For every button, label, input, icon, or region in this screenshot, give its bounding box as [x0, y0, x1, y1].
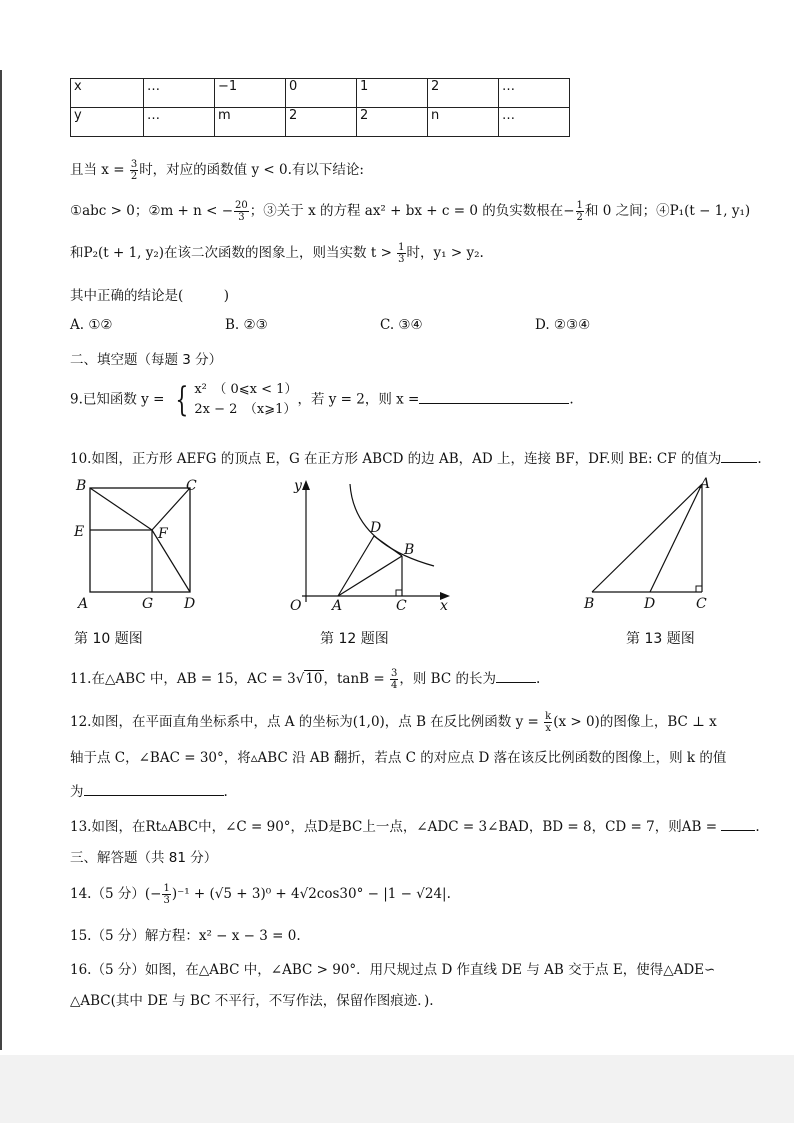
q8-conclusion-text: ①abc > 0；②m + n < − — [70, 203, 234, 219]
q12-line3 — [70, 780, 228, 800]
label-x: x — [440, 598, 448, 614]
label-c: C — [396, 598, 407, 614]
q13-text: 13.如图，在Rt▵ABC中，∠C = 90°，点D是BC上一点，∠ADC = 3∠BAD，BD = 8，CD = 7，则AB = — [70, 819, 722, 835]
segment-cf — [152, 488, 190, 530]
answer-blank[interactable] — [721, 448, 757, 463]
q12-text: 12.如图，在平面直角坐标系中，点 A 的坐标为(1,0)，点 B 在反比例函数 y = — [70, 714, 544, 730]
segment-ad — [338, 536, 374, 596]
fraction-numerator: 3 — [390, 668, 398, 679]
q8-condition-text: 时，对应的函数值 y < 0.有以下结论: — [139, 162, 364, 178]
q9-end: . — [569, 391, 574, 408]
fraction-numerator: 1 — [163, 883, 170, 894]
option-c: C. ③④ — [380, 317, 423, 333]
label-a: A — [332, 598, 343, 614]
table-cell: y — [71, 108, 144, 137]
segment-bf — [90, 488, 152, 530]
label-g: G — [142, 596, 154, 612]
section-2-heading: 二、填空题（每题 3 分） — [70, 352, 223, 368]
table-cell: x — [71, 79, 144, 108]
answer-blank[interactable] — [496, 668, 536, 683]
table-cell: … — [144, 79, 215, 108]
scan-bottom-shade — [0, 1055, 794, 1123]
q10-end: . — [757, 451, 762, 467]
label-b: B — [76, 478, 87, 494]
label-y: y — [294, 478, 302, 494]
fraction — [390, 668, 398, 691]
q11 — [70, 667, 540, 691]
q11-text: ，则 BC 的长为 — [399, 671, 496, 687]
fraction-numerator: 1 — [576, 200, 583, 211]
answer-blank[interactable] — [721, 816, 755, 831]
label-a: A — [700, 476, 711, 492]
sqrt-radicand: 10 — [305, 671, 323, 687]
q14-text: 14.（5 分）(− — [70, 886, 162, 902]
right-angle-mark — [396, 590, 402, 596]
table-cell: 0 — [286, 79, 357, 108]
fraction-denominator: 2 — [130, 171, 138, 182]
q8-conclusions-line2 — [70, 241, 484, 265]
q12-text: (x > 0)的图像上，BC ⊥ x — [553, 714, 717, 730]
table-row — [71, 108, 570, 137]
q8-options — [70, 317, 690, 333]
fraction-numerator: 20 — [235, 200, 248, 211]
label-d: D — [184, 596, 196, 612]
fraction-numerator: k — [545, 711, 552, 722]
fraction-denominator: 4 — [390, 680, 398, 691]
fraction-denominator: 3 — [163, 895, 170, 906]
figure-13-caption: 第 13 题图 — [626, 631, 695, 647]
square-abcd — [90, 488, 190, 592]
table-cell: n — [428, 108, 499, 137]
q9-text: ，若 y = 2，则 x = — [297, 391, 420, 408]
section-3-heading: 三、解答题（共 81 分） — [70, 850, 218, 866]
case-2: 2x − 2 （x⩾1） — [194, 402, 297, 417]
hyperbola-curve — [350, 484, 434, 566]
q8-conclusions-line1 — [70, 199, 750, 223]
table-row — [71, 79, 570, 108]
q14-text: )⁻¹ + (√5 + 3)⁰ + 4√2cos30° − |1 − √24|. — [171, 886, 451, 902]
q16-line2: △ABC(其中 DE 与 BC 不平行，不写作法，保留作图痕迹．). — [70, 993, 434, 1009]
table-cell: … — [144, 108, 215, 137]
q8-conclusion-text: 和P₂(t + 1, y₂)在该二次函数的图象上，则当实数 t > — [70, 245, 397, 261]
y-axis-arrow — [302, 480, 310, 490]
q9 — [70, 380, 574, 420]
figure-10-caption: 第 10 题图 — [74, 631, 143, 647]
figure-12 — [284, 474, 454, 616]
answer-blank[interactable] — [84, 781, 224, 796]
q12-line2: 轴于点 C，∠BAC = 30°，将▵ABC 沿 AB 翻折，若点 C 的对应点 D 落在该反比例函数的图像上，则 k 的值 — [70, 750, 727, 766]
table-cell: 2 — [286, 108, 357, 137]
q11-end: . — [535, 671, 541, 687]
figure-10 — [70, 474, 200, 616]
label-d: D — [370, 520, 382, 536]
fraction — [397, 242, 405, 265]
label-a: A — [78, 596, 89, 612]
label-o: O — [290, 598, 302, 614]
value-table — [70, 78, 570, 137]
label-c: C — [186, 478, 197, 494]
fraction — [544, 711, 552, 734]
q12-line1 — [70, 710, 717, 734]
brace-symbol: { — [175, 380, 189, 420]
q15: 15.（5 分）解方程：x² − x − 3 = 0. — [70, 928, 301, 944]
right-angle-mark — [696, 586, 702, 592]
table-cell: −1 — [215, 79, 286, 108]
q8-condition — [70, 158, 364, 182]
table-cell: … — [499, 108, 570, 137]
scan-edge — [0, 70, 2, 1050]
table-cell: 2 — [428, 79, 499, 108]
q8-conclusion-text: 时，y₁ > y₂. — [406, 245, 484, 261]
segment-db — [374, 536, 402, 556]
q8-condition-text: 且当 x = — [70, 162, 129, 178]
sqrt-symbol: √ — [295, 671, 305, 687]
figure-12-caption: 第 12 题图 — [320, 631, 389, 647]
q8-conclusion-text: ；③关于 x 的方程 ax² + bx + c = 0 的负实数根在− — [249, 203, 575, 219]
table-cell: m — [215, 108, 286, 137]
segment-ba — [592, 484, 702, 592]
q16-line1: 16.（5 分）如图，在△ABC 中，∠ABC > 90°．用尺规过点 D 作直线 DE 与 AB 交于点 E，使得△ADE∽ — [70, 962, 716, 978]
q8-ask: 其中正确的结论是( ) — [70, 288, 230, 304]
q10-text: 10.如图，正方形 AEFG 的顶点 E，G 在正方形 ABCD 的边 AB，AD 上，连接 BF，DF.则 BE: CF 的值为 — [70, 451, 722, 467]
option-b: B. ②③ — [225, 317, 268, 333]
case-1: x² （ 0⩽x < 1） — [194, 382, 298, 397]
fraction — [576, 200, 584, 223]
fraction-denominator: x — [545, 723, 551, 734]
figure-13 — [578, 474, 718, 616]
label-e: E — [74, 524, 85, 540]
fraction-numerator: 1 — [398, 242, 405, 253]
fraction-numerator: 3 — [130, 159, 138, 170]
answer-blank[interactable] — [419, 389, 569, 404]
q11-text: ，tanB = — [323, 671, 389, 687]
label-f: F — [158, 526, 168, 542]
table-cell: … — [499, 79, 570, 108]
q12-end: . — [223, 784, 228, 800]
fraction — [234, 200, 249, 223]
fraction-denominator: 2 — [576, 212, 583, 223]
label-d: D — [644, 596, 656, 612]
q13-end: . — [755, 819, 760, 835]
option-d: D. ②③④ — [535, 317, 591, 333]
q10 — [70, 447, 762, 467]
table-cell: 1 — [357, 79, 428, 108]
option-a: A. ①② — [70, 317, 113, 333]
label-b: B — [584, 596, 595, 612]
segment-ab — [338, 556, 402, 596]
fraction-denominator: 3 — [238, 212, 245, 223]
label-c: C — [696, 596, 707, 612]
q13 — [70, 815, 760, 835]
label-b: B — [404, 542, 415, 558]
q8-conclusion-text: 和 0 之间；④P₁(t − 1, y₁) — [584, 203, 751, 219]
q12-text: 为 — [70, 784, 84, 800]
table-cell: 2 — [357, 108, 428, 137]
fraction-denominator: 3 — [398, 254, 405, 265]
q11-text: 11.在△ABC 中，AB = 15，AC = 3 — [70, 671, 296, 687]
q14 — [70, 882, 451, 906]
fraction — [162, 883, 170, 906]
fraction — [130, 159, 138, 182]
segment-da — [650, 484, 702, 592]
q9-text: 9.已知函数 y = — [70, 391, 169, 408]
piecewise-cases — [194, 380, 297, 420]
